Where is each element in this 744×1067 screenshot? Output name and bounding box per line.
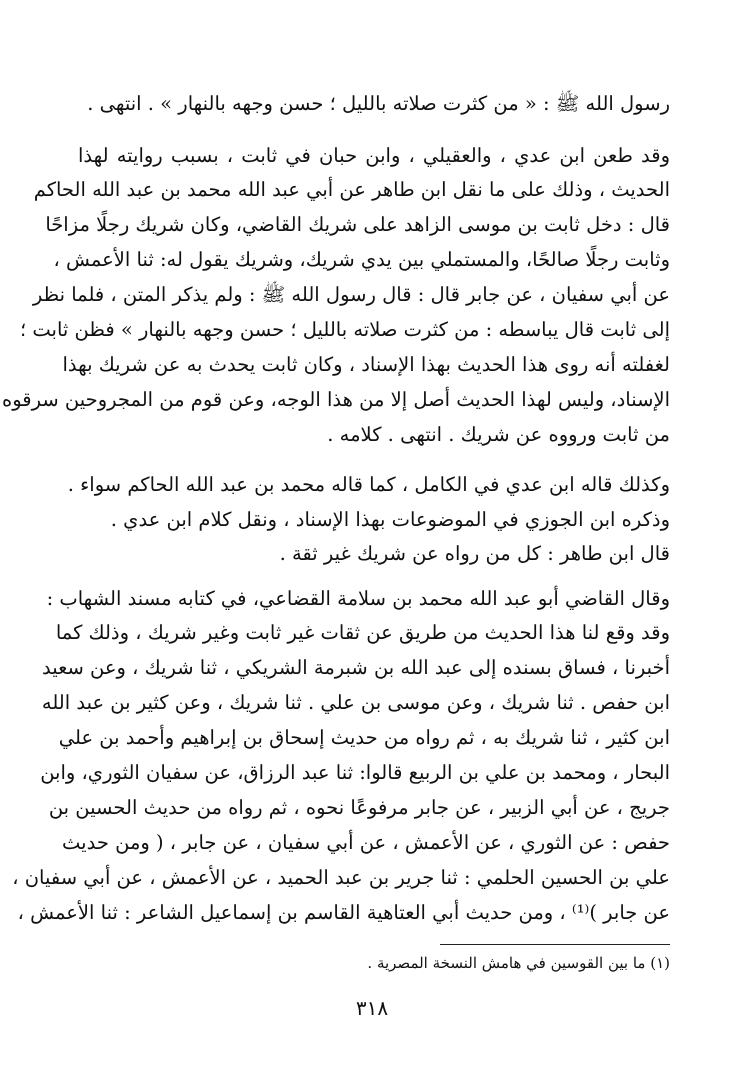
text-line: أخبرنا ، فساق بسنده إلى عبد الله بن شبرمة الشريكي ، ثنا شريك ، وعن سعيد (41, 656, 670, 679)
text-line: لغفلته أنه روى هذا الحديث بهذا الإسناد ، وكان ثابت يحدث به عن شريك بهذا (62, 353, 670, 376)
text-line: من ثابت ورووه عن شريك . انتهى . كلامه . (327, 423, 670, 446)
text-line: جريج ، عن أبي الزبير ، عن جابر مرفوعًا نحوه ، ثم رواه من حديث الحسين بن (48, 796, 670, 819)
text-line: وثابت رجلًا صالحًا، والمستملي بين يدي شريك، وشريك يقول له: ثنا الأعمش ، (53, 248, 670, 271)
footnote-divider (440, 944, 670, 945)
text-line: ابن كثير ، ثنا شريك به ، ثم رواه من حديث إسحاق بن إبراهيم وأحمد بن علي (58, 726, 670, 749)
text-line: عن أبي سفيان ، عن جابر قال : قال رسول الله ﷺ : ولم يذكر المتن ، فلما نظر (32, 283, 670, 306)
text-line: علي بن الحسين الحلمي : ثنا جرير بن عبد الحميد ، عن الأعمش ، عن أبي سفيان ، (12, 866, 670, 889)
page-number: ٣١٨ (355, 996, 389, 1020)
text-line: ابن حفص . ثنا شريك ، وعن موسى بن علي . ثنا شريك ، وعن كثير بن عبد الله (41, 691, 670, 714)
text-line: قال : دخل ثابت بن موسى الزاهد على شريك القاضي، وكان شريك رجلًا مزاحًا (45, 213, 670, 236)
footnote: (١) ما بين القوسين في هامش النسخة المصرية . (367, 954, 670, 972)
text-line: وكذلك قاله ابن عدي في الكامل ، كما قاله محمد بن عبد الله الحاكم سواء . (67, 473, 670, 496)
text-line: وذكره ابن الجوزي في الموضوعات بهذا الإسناد ، ونقل كلام ابن عدي . (110, 508, 670, 531)
text-line: إلى ثابت قال يباسطه : من كثرت صلاته بالليل ؛ حسن وجهه بالنهار » فظن ثابت ؛ (19, 318, 670, 341)
text-line: البحار ، ومحمد بن علي بن الربيع قالوا: ثنا عبد الرزاق، عن سفيان الثوري، وابن (40, 761, 670, 784)
text-line: وقال القاضي أبو عبد الله محمد بن سلامة القضاعي، في كتابه مسند الشهاب : (46, 587, 670, 610)
text-line: الحديث ، وذلك على ما نقل ابن طاهر عن أبي عبد الله محمد بن عبد الله الحاكم (33, 178, 670, 201)
text-line: قال ابن طاهر : كل من رواه عن شريك غير ثقة . (279, 542, 670, 565)
text-line: رسول الله ﷺ : « من كثرت صلاته بالليل ؛ حسن وجهه بالنهار » . انتهى . (87, 92, 670, 115)
text-line: عن جابر )⁽¹⁾ ، ومن حديث أبي العتاهية القاسم بن إسماعيل الشاعر : ثنا الأعمش ، (17, 901, 670, 924)
text-line: الإسناد، وليس لهذا الحديث أصل إلا من هذا الوجه، وعن قوم من المجروحين سرقوه (2, 388, 670, 411)
text-line: حفص : عن الثوري ، عن الأعمش ، عن أبي سفيان ، عن جابر ، ( ومن حديث (62, 831, 670, 854)
text-line: وقد وقع لنا هذا الحديث من طريق عن ثقات غير ثابت وغير شريك ، وذلك كما (55, 621, 670, 644)
text-line: وقد طعن ابن عدي ، والعقيلي ، وابن حبان في ثابت ، بسبب روايته لهذا (78, 144, 670, 167)
